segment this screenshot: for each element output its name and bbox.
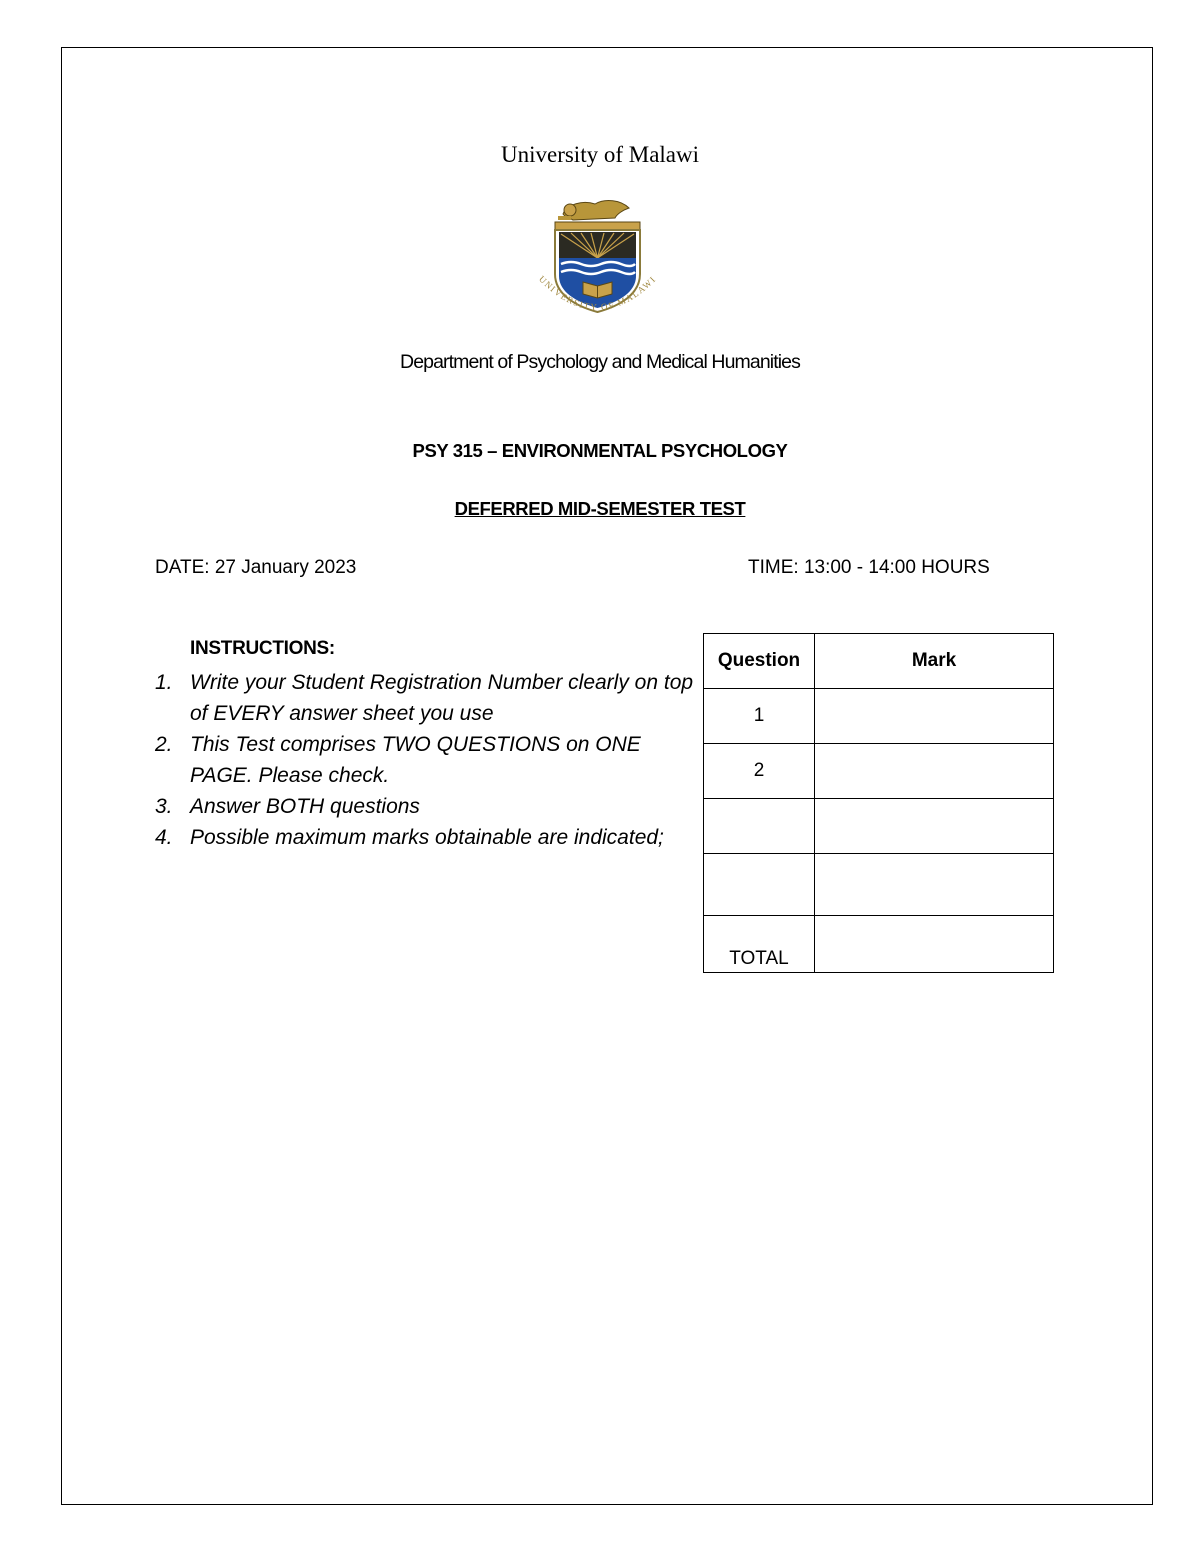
test-date: DATE: 27 January 2023 <box>155 557 357 578</box>
test-title: DEFERRED MID-SEMESTER TEST <box>454 498 746 519</box>
instruction-number: 3. <box>155 795 173 818</box>
marks-table <box>703 633 1054 973</box>
question-cell <box>704 799 815 854</box>
table-row <box>704 689 1054 744</box>
total-row <box>704 916 1054 973</box>
instruction-text: Write your Student Registration Number clearly on top of EVERY answer sheet you use <box>190 671 694 725</box>
question-cell: 2 <box>704 744 815 799</box>
instructions-heading: INSTRUCTIONS: <box>190 638 335 659</box>
mark-cell <box>815 744 1054 799</box>
svg-text:UNIVERSITY OF MALAWI: UNIVERSITY OF MALAWI <box>536 273 659 313</box>
total-label: TOTAL <box>704 916 815 973</box>
instruction-item <box>155 791 695 822</box>
total-mark-cell <box>815 916 1054 973</box>
course-title: PSY 315 – ENVIRONMENTAL PSYCHOLOGY <box>412 440 788 461</box>
instruction-text: This Test comprises TWO QUESTIONS on ONE PAGE. Please check. <box>190 733 641 787</box>
instruction-item <box>155 822 695 853</box>
instructions-list <box>155 667 695 853</box>
table-row <box>704 744 1054 799</box>
question-cell <box>704 854 815 916</box>
instruction-item <box>155 667 695 729</box>
question-column-header: Question <box>704 634 815 689</box>
mark-cell <box>815 689 1054 744</box>
mark-column-header: Mark <box>815 634 1054 689</box>
instruction-number: 1. <box>155 671 173 694</box>
table-row <box>704 799 1054 854</box>
instruction-item <box>155 729 695 791</box>
marks-table-header-row <box>704 634 1054 689</box>
university-name: University of Malawi <box>500 142 699 167</box>
instruction-number: 4. <box>155 826 173 849</box>
table-row <box>704 854 1054 916</box>
mark-cell <box>815 854 1054 916</box>
instruction-number: 2. <box>155 733 173 756</box>
instruction-text: Possible maximum marks obtainable are indicated; <box>190 826 664 849</box>
mark-cell <box>815 799 1054 854</box>
test-time: TIME: 13:00 - 14:00 HOURS <box>748 557 990 578</box>
question-cell: 1 <box>704 689 815 744</box>
instruction-text: Answer BOTH questions <box>190 795 420 818</box>
department-name: Department of Psychology and Medical Humanities <box>400 351 800 373</box>
university-crest-logo <box>525 192 670 327</box>
